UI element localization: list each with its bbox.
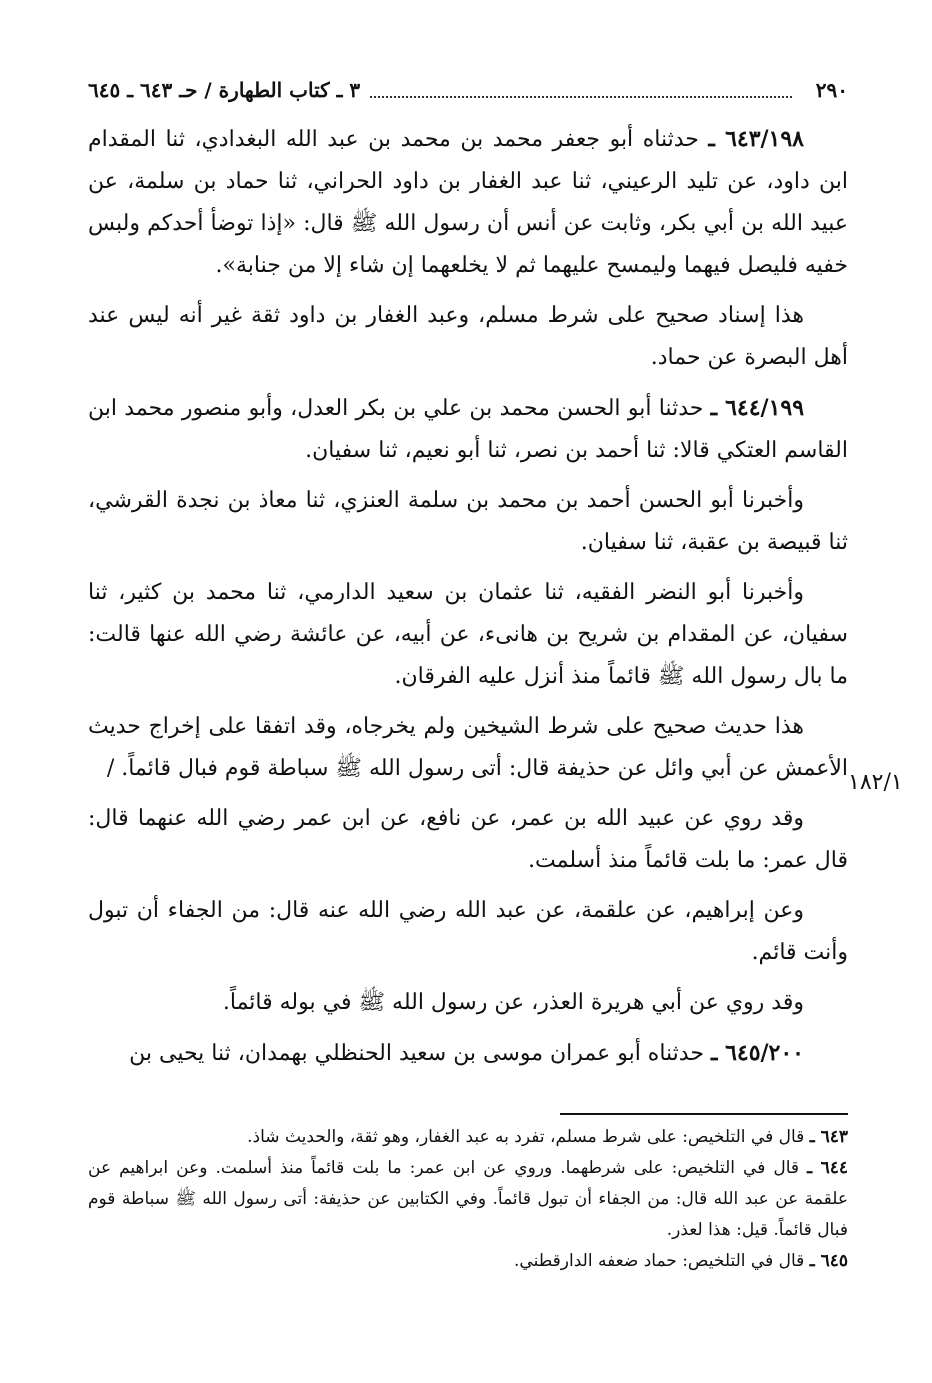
footnote bbox=[88, 1153, 848, 1246]
commentary-paragraph bbox=[88, 798, 848, 882]
paragraph-text: هذا حديث صحيح على شرط الشيخين ولم يخرجاه، وقد اتفقا على إخراج حديث الأعمش عن أبي وائل عن حذيفة قال: أتى رسول الله ﷺ سباطة قوم فبال قائماً. / bbox=[88, 714, 848, 781]
commentary-paragraph bbox=[88, 295, 848, 379]
footnote-text: قال في التلخيص: على شرط مسلم، تفرد به عبد الغفار، وهو ثقة، والحديث شاذ. bbox=[247, 1127, 805, 1147]
paragraph-text: حدثنا أبو الحسن محمد بن علي بن بكر العدل، وأبو منصور محمد ابن القاسم العتكي قالا: ثنا أحمد بن نصر، ثنا أبو نعيم، ثنا سفيان. bbox=[88, 396, 848, 463]
paragraph-text: وقد روي عن عبيد الله بن عمر، عن نافع، عن ابن عمر رضي الله عنهما قال: قال عمر: ما بلت قائماً منذ أسلمت. bbox=[88, 806, 848, 873]
margin-volume-marker: ١٨٢/١ bbox=[848, 770, 903, 795]
paragraph-text: وقد روي عن أبي هريرة العذر، عن رسول الله ﷺ في بوله قائماً. bbox=[222, 990, 804, 1015]
commentary-paragraph bbox=[88, 706, 848, 790]
footnote-text: قال في التلخيص: على شرطهما. وروي عن ابن عمر: ما بلت قائماً منذ أسلمت. وعن ابراهيم عن علقمة عن عبد الله قال: من الجفاء أن تبول قائماً. وفي الكتابين عن حذيفة: أتى رسول الله ﷺ سباطة قوم فبال قائماً. قيل: هذا لعذر. bbox=[88, 1158, 848, 1240]
footnote-number: ٦٤٣ ـ bbox=[809, 1127, 848, 1147]
footnote bbox=[88, 1246, 848, 1277]
main-text bbox=[88, 118, 848, 1083]
hadith-paragraph bbox=[88, 1032, 848, 1075]
footnote-separator bbox=[560, 1113, 848, 1115]
header-dot-leader bbox=[370, 95, 792, 98]
commentary-paragraph bbox=[88, 890, 848, 974]
running-title: ٣ ـ كتاب الطهارة / حـ ٦٤٣ ـ ٦٤٥ bbox=[88, 78, 361, 102]
chain-paragraph bbox=[88, 480, 848, 564]
page-header bbox=[88, 72, 848, 108]
paragraph-text: حدثناه أبو عمران موسى بن سعيد الحنظلي بهمدان، ثنا يحيى بن bbox=[129, 1041, 704, 1066]
page-number: ٢٩٠ bbox=[815, 78, 848, 102]
footnote bbox=[88, 1122, 848, 1153]
chain-paragraph bbox=[88, 572, 848, 698]
commentary-paragraph bbox=[88, 982, 848, 1024]
paragraph-text: وأخبرنا أبو النضر الفقيه، ثنا عثمان بن سعيد الدارمي، ثنا محمد بن كثير، ثنا سفيان، عن المقدام بن شريح بن هانىء، عن أبيه، عن عائشة رضي الله عنها قالت: ما بال رسول الله ﷺ قائماً منذ أنزل عليه الفرقان. bbox=[88, 580, 848, 689]
hadith-number: ٦٤٥/٢٠٠ ـ bbox=[710, 1040, 804, 1066]
paragraph-text: وعن إبراهيم، عن علقمة، عن عبد الله رضي الله عنه قال: من الجفاء أن تبول وأنت قائم. bbox=[88, 898, 848, 965]
footnote-number: ٦٤٤ ـ bbox=[807, 1158, 849, 1178]
paragraph-text: حدثناه أبو جعفر محمد بن محمد بن عبد الله البغدادي، ثنا المقدام ابن داود، عن تليد الرعيني، ثنا عبد الغفار بن داود الحراني، ثنا حماد بن سلمة، عن عبيد الله بن أبي بكر، وثابت عن أنس أن رسول الله ﷺ قال: «إذا توضأ أحدكم ولبس خفيه فليصل فيهما وليمسح عليهما ثم لا يخلعهما إن شاء إلا من جنابة». bbox=[88, 127, 848, 278]
paragraph-text: وأخبرنا أبو الحسن أحمد بن محمد بن سلمة العنزي، ثنا معاذ بن نجدة القرشي، ثنا قبيصة بن عقبة، ثنا سفيان. bbox=[88, 488, 848, 555]
hadith-number: ٦٤٤/١٩٩ ـ bbox=[710, 395, 805, 421]
hadith-paragraph bbox=[88, 118, 848, 287]
footnotes bbox=[88, 1122, 848, 1277]
footnote-text: قال في التلخيص: حماد ضعفه الدارقطني. bbox=[514, 1251, 805, 1271]
hadith-paragraph bbox=[88, 387, 848, 472]
footnote-number: ٦٤٥ ـ bbox=[809, 1251, 848, 1271]
paragraph-text: هذا إسناد صحيح على شرط مسلم، وعبد الغفار بن داود ثقة غير أنه ليس عند أهل البصرة عن حماد. bbox=[88, 303, 848, 370]
hadith-number: ٦٤٣/١٩٨ ـ bbox=[708, 126, 804, 152]
